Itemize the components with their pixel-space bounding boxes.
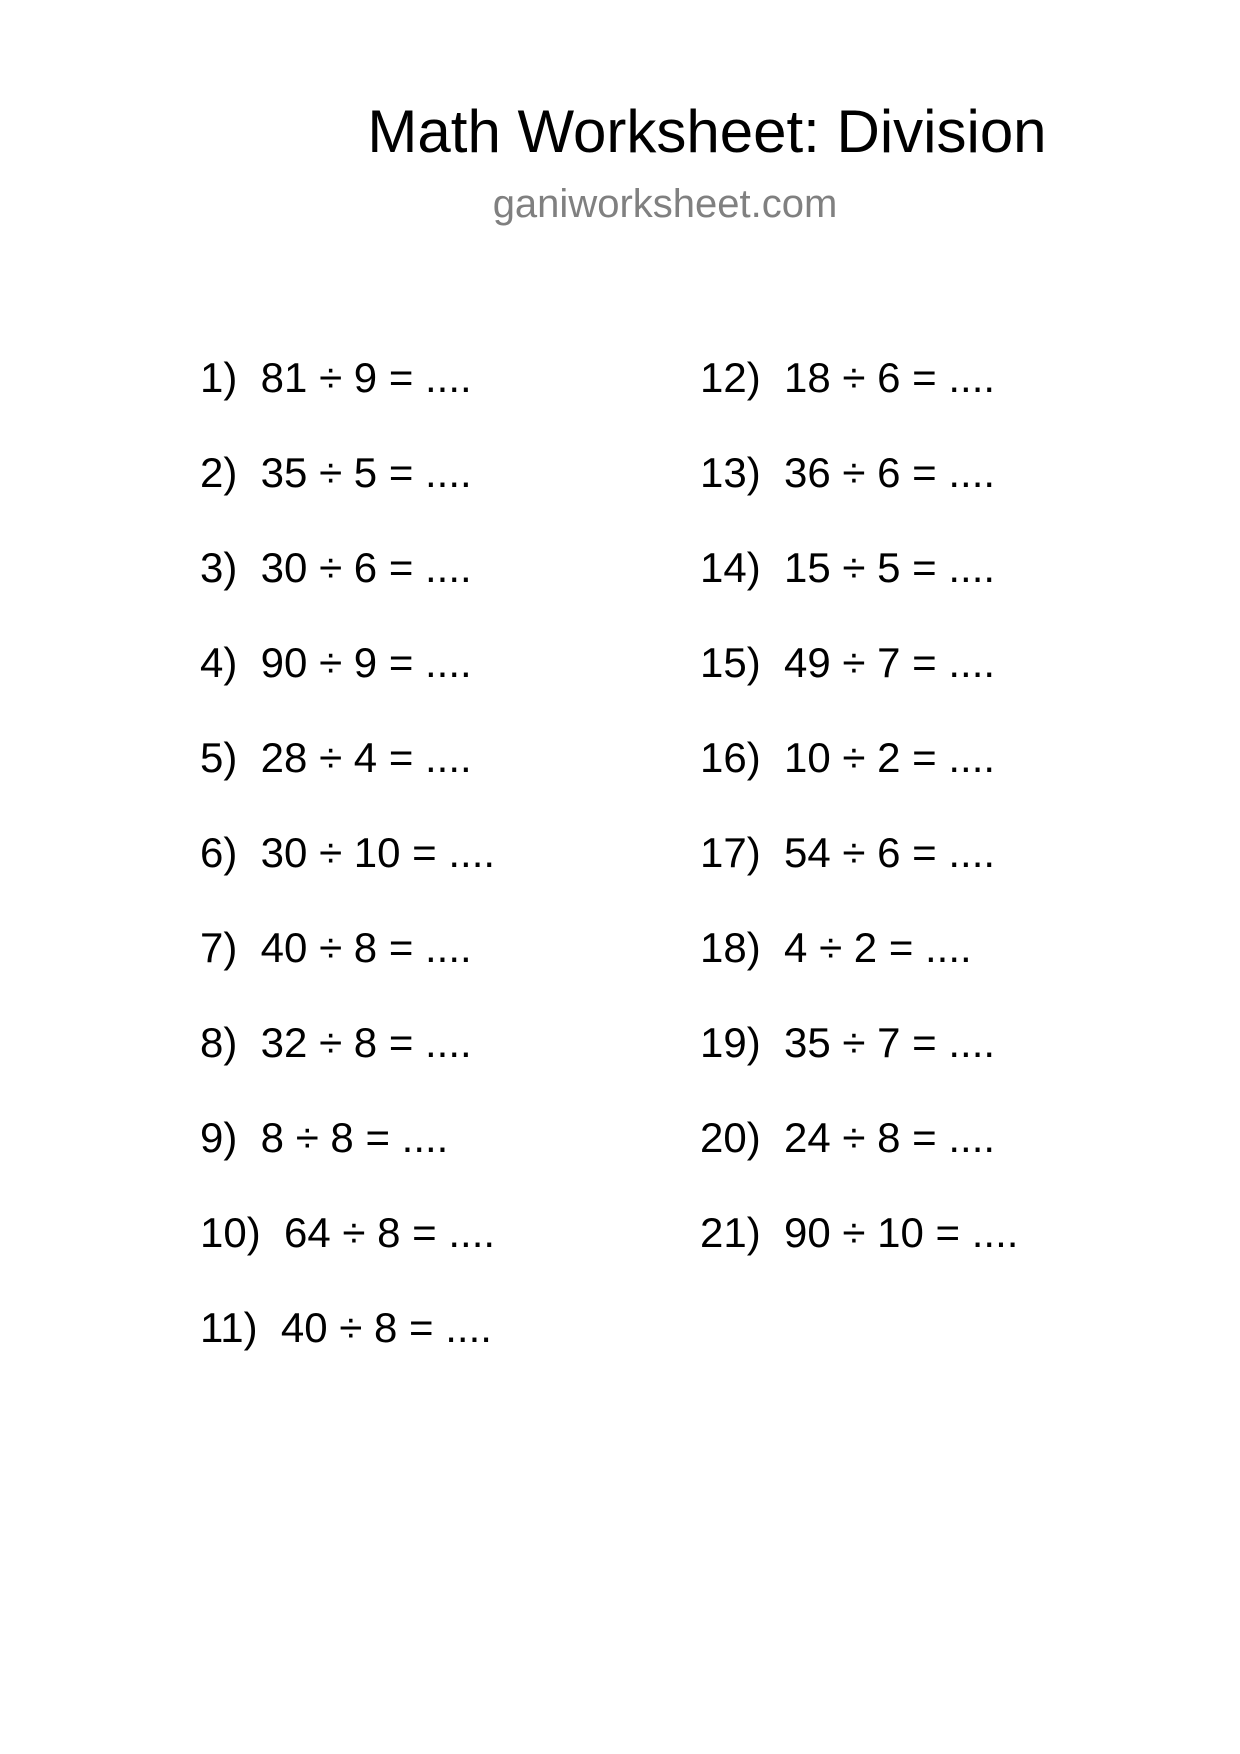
problem-19: 19) 35 ÷ 7 = .... (700, 1019, 996, 1066)
problem-13: 13) 36 ÷ 6 = .... (700, 449, 996, 496)
problem-10: 10) 64 ÷ 8 = .... (200, 1209, 496, 1256)
problem-21: 21) 90 ÷ 10 = .... (700, 1209, 1019, 1256)
problem-18: 18) 4 ÷ 2 = .... (700, 924, 972, 971)
problem-3: 3) 30 ÷ 6 = .... (200, 544, 472, 591)
problem-column-right (700, 353, 1018, 1303)
problem-16: 16) 10 ÷ 2 = .... (700, 734, 996, 781)
problem-4: 4) 90 ÷ 9 = .... (200, 639, 472, 686)
problem-11: 11) 40 ÷ 8 = .... (200, 1304, 492, 1351)
problem-12: 12) 18 ÷ 6 = .... (700, 354, 996, 401)
problem-15: 15) 49 ÷ 7 = .... (700, 639, 996, 686)
site-url: ganiworksheet.com (492, 182, 838, 226)
problem-2: 2) 35 ÷ 5 = .... (200, 449, 472, 496)
problem-6: 6) 30 ÷ 10 = .... (200, 829, 496, 876)
problem-column-left (200, 353, 495, 1398)
problem-9: 9) 8 ÷ 8 = .... (200, 1114, 449, 1161)
problem-20: 20) 24 ÷ 8 = .... (700, 1114, 996, 1161)
problem-1: 1) 81 ÷ 9 = .... (200, 354, 472, 401)
problem-17: 17) 54 ÷ 6 = .... (700, 829, 996, 876)
problem-7: 7) 40 ÷ 8 = .... (200, 924, 472, 971)
problem-14: 14) 15 ÷ 5 = .... (700, 544, 996, 591)
problem-8: 8) 32 ÷ 8 = .... (200, 1019, 472, 1066)
page-title: Math Worksheet: Division (367, 98, 1047, 165)
problem-5: 5) 28 ÷ 4 = .... (200, 734, 472, 781)
